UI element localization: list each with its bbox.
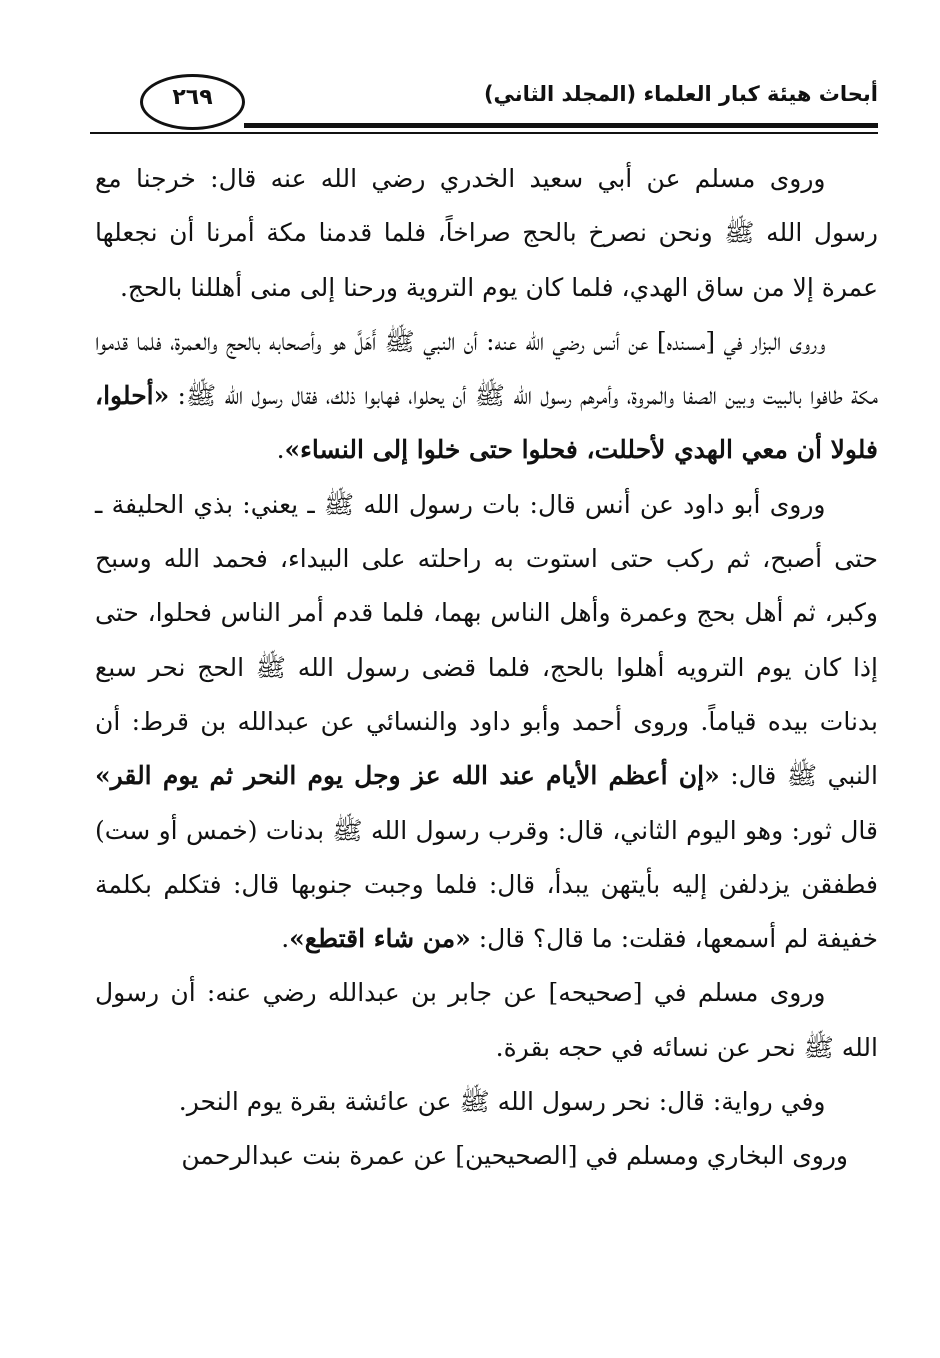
paragraph-text: . — [281, 924, 290, 954]
hadith-quote: «إن أعظم الأيام عند الله عز وجل يوم النحر ثم يوم القر» — [95, 761, 720, 791]
page-header — [0, 0, 940, 140]
paragraph-riwaya — [95, 1075, 878, 1129]
paragraph-bazzar-anas — [95, 315, 878, 478]
paragraph-bukhari-muslim — [95, 1129, 878, 1183]
paragraph-text: وروى أبو داود عن أنس قال: بات رسول الله ﷺ ـ يعني: بذي الحليفة ـ حتى أصبح، ثم ركب حتى استوت به راحلته على البيداء، فحمد الله وسبح وكبر، ثم أهل بحج وعمرة وأهل الناس بهما، فلما قدم أمر الناس فحلوا، حتى إذا كان يوم الترويه أهلوا بالحج، فلما قضى رسول الله ﷺ الحج نحر سبع بدنات بيده قياماً. وروى أحمد وأبو داود والنسائي عن عبدالله بن قرط: أن النبي ﷺ قال: — [95, 489, 878, 791]
paragraph-muslim-khudri — [95, 152, 878, 315]
paragraph-abudawud-anas — [95, 478, 878, 967]
paragraph-text: . — [276, 435, 285, 465]
page-number: ٢٦٩ — [172, 84, 213, 110]
running-title: أبحاث هيئة كبار العلماء (المجلد الثاني) — [483, 82, 878, 106]
paragraph-muslim-jabir — [95, 966, 878, 1075]
paragraph-text: وروى مسلم عن أبي سعيد الخدري رضي الله عنه قال: خرجنا مع رسول الله ﷺ ونحن نصرخ بالحج صراخاً، فلما قدمنا مكة أمرنا أن نجعلها عمرة إلا من ساق الهدي، فلما كان يوم التروية ورحنا إلى منى أهللنا بالحج. — [95, 164, 878, 302]
paragraph-text: قال ثور: وهو اليوم الثاني، قال: وقرب رسول الله ﷺ بدنات (خمس أو ست) فطفقن يزدلفن إليه بأيتهن يبدأ، قال: فلما وجبت جنوبها قال: فتكلم بكلمة خفيفة لم أسمعها، فقلت: ما قال؟ قال: — [95, 815, 878, 954]
hadith-quote: «أحلوا، فلولا أن معي الهدي لأحللت، فحلوا حتى خلوا إلى النساء» — [95, 381, 878, 465]
page-number-badge — [140, 74, 245, 130]
paragraph-text: وروى مسلم في [صحيحه] عن جابر بن عبدالله رضي عنه: أن رسول الله ﷺ نحر عن نسائه في حجه بقرة. — [95, 978, 878, 1062]
header-rule-thin — [90, 132, 878, 134]
page-body — [95, 152, 878, 1184]
hadith-quote: «من شاء اقتطع» — [289, 924, 471, 954]
paragraph-text: وفي رواية: قال: نحر رسول الله ﷺ عن عائشة بقرة يوم النحر. — [178, 1087, 826, 1117]
paragraph-text: وروى البزار في [مسنده] عن أنس رضي الله عنه: أن النبي ﷺ أَهَلَّ هو وأصحابه بالحج والعمرة، فلما قدموا مكة طافوا بالبيت وبين الصفا والمروة، وأمرهم رسول الله ﷺ أن يحلوا، فهابوا ذلك، فقال رسول الله ﷺ: — [95, 326, 878, 411]
paragraph-text: وروى البخاري ومسلم في [الصحيحين] عن عمرة بنت عبدالرحمن — [181, 1141, 848, 1171]
header-rule-thick — [244, 123, 878, 128]
